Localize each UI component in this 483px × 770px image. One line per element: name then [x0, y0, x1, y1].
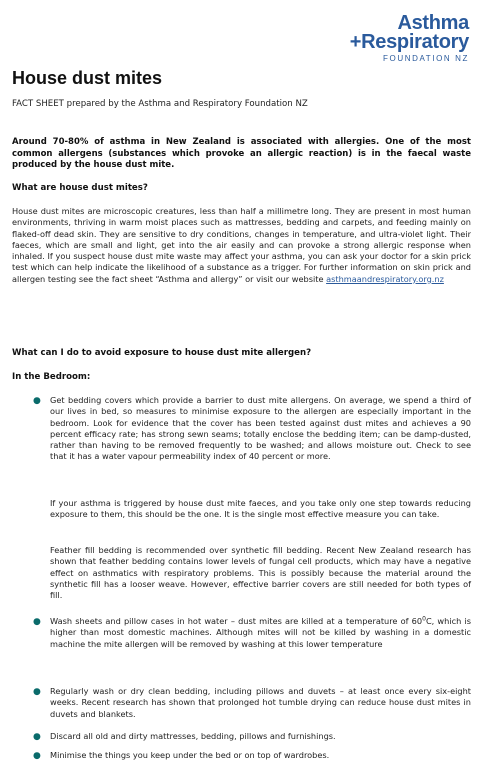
bullet-discard-mattresses: Discard all old and dirty mattresses, bedding, pillows and furnishings.	[50, 731, 336, 741]
subtitle: FACT SHEET prepared by the Asthma and Respiratory Foundation NZ	[12, 99, 308, 109]
mites-description-text: House dust mites are microscopic creatures, less than half a millimetre long. They are present in most human environments, thriving in warm moist places such as mattresses, bedding and carpets, and feeding mainly on flaked-off dead skin. They are sensitive to dry conditions, changes in temperature, and ultra-violet light. Their faeces, which are small and light, get into the air easily and can provoke a strong allergic response when inhaled. If you suspect house dust mite waste may affect your asthma, you can ask your doctor for a skin prick test which can help indicate the likelihood of a substance as a trigger. For further information on skin prick and allergen testing see the fact sheet “Asthma and allergy” or visit our website	[12, 206, 471, 284]
bullet-feather-fill: Feather fill bedding is recommended over synthetic fill bedding. Recent New Zealand research has shown that feather bedding contains lower levels of fungal cell products, which may have a negative effect on asthmatics with respiratory problems. This is possibly because the material around the synthetic fill has a looser weave. However, effective barrier covers are still needed for both types of fill.	[50, 545, 471, 601]
logo-line-asthma: Asthma	[397, 12, 469, 34]
website-link[interactable]: asthmaandrespiratory.org.nz	[326, 273, 444, 284]
bullet-marker: ●	[33, 396, 41, 406]
bullet-minimise-things: Minimise the things you keep under the bed or on top of wardrobes.	[50, 750, 330, 760]
bullet-marker: ●	[33, 617, 41, 627]
mites-description	[12, 206, 471, 285]
logo-plus: +	[349, 31, 362, 53]
wash-sheets-text-a: Wash sheets and pillow cases in hot water – dust mites are killed at a temperature of 60	[50, 616, 423, 626]
logo-line-foundation: FOUNDATION NZ	[383, 54, 469, 63]
heading-avoid-exposure: What can I do to avoid exposure to house dust mite allergen?	[12, 348, 312, 358]
bullet-marker: ●	[33, 751, 41, 761]
degree-superscript: 0	[422, 615, 426, 623]
logo-respiratory-text: Respiratory	[361, 31, 469, 53]
bullet-marker: ●	[33, 732, 41, 742]
foundation-logo	[350, 14, 469, 63]
bullet-bedding-covers: Get bedding covers which provide a barrier to dust mite allergens. On average, we spend a third of our lives in bed, so measures to minimise exposure to the allergen are especially important in the bedroom. Look for evidence that the cover has been tested against dust mites and achieves a 90 percent efficacy rate; has strong sewn seams; totally enclose the bedding item; can be damp-dusted, rather than having to be removed frequently to be washed; and allows moisture out. Check to see that it has a water vapour permeability index of 40 percent or more.	[50, 395, 471, 462]
bullet-wash-sheets	[50, 616, 471, 650]
logo-line-respiratory	[350, 33, 469, 52]
page-title: House dust mites	[12, 68, 163, 88]
heading-what-are-mites: What are house dust mites?	[12, 183, 148, 193]
bullet-marker: ●	[33, 687, 41, 697]
heading-bedroom: In the Bedroom:	[12, 372, 91, 382]
intro-paragraph: Around 70-80% of asthma in New Zealand is associated with allergies. One of the most common allergens (substances which provoke an allergic reaction) is in the faecal waste produced by the house dust mite.	[12, 137, 471, 171]
wash-sheets-text-b: C, which is higher than most domestic machines. Although mites will not be killed by washing in a domestic machine the mite allergen will be removed by washing at this lower temperature	[50, 616, 471, 649]
bullet-wash-bedding: Regularly wash or dry clean bedding, including pillows and duvets – at least once every six-eight weeks. Recent research has shown that prolonged hot tumble drying can reduce house dust mites in duvets and blankets.	[50, 686, 471, 719]
bullet-bedding-covers-note: If your asthma is triggered by house dust mite faeces, and you take only one step towards reducing exposure to them, this should be the one. It is the single most effective measure you can take.	[50, 498, 471, 520]
